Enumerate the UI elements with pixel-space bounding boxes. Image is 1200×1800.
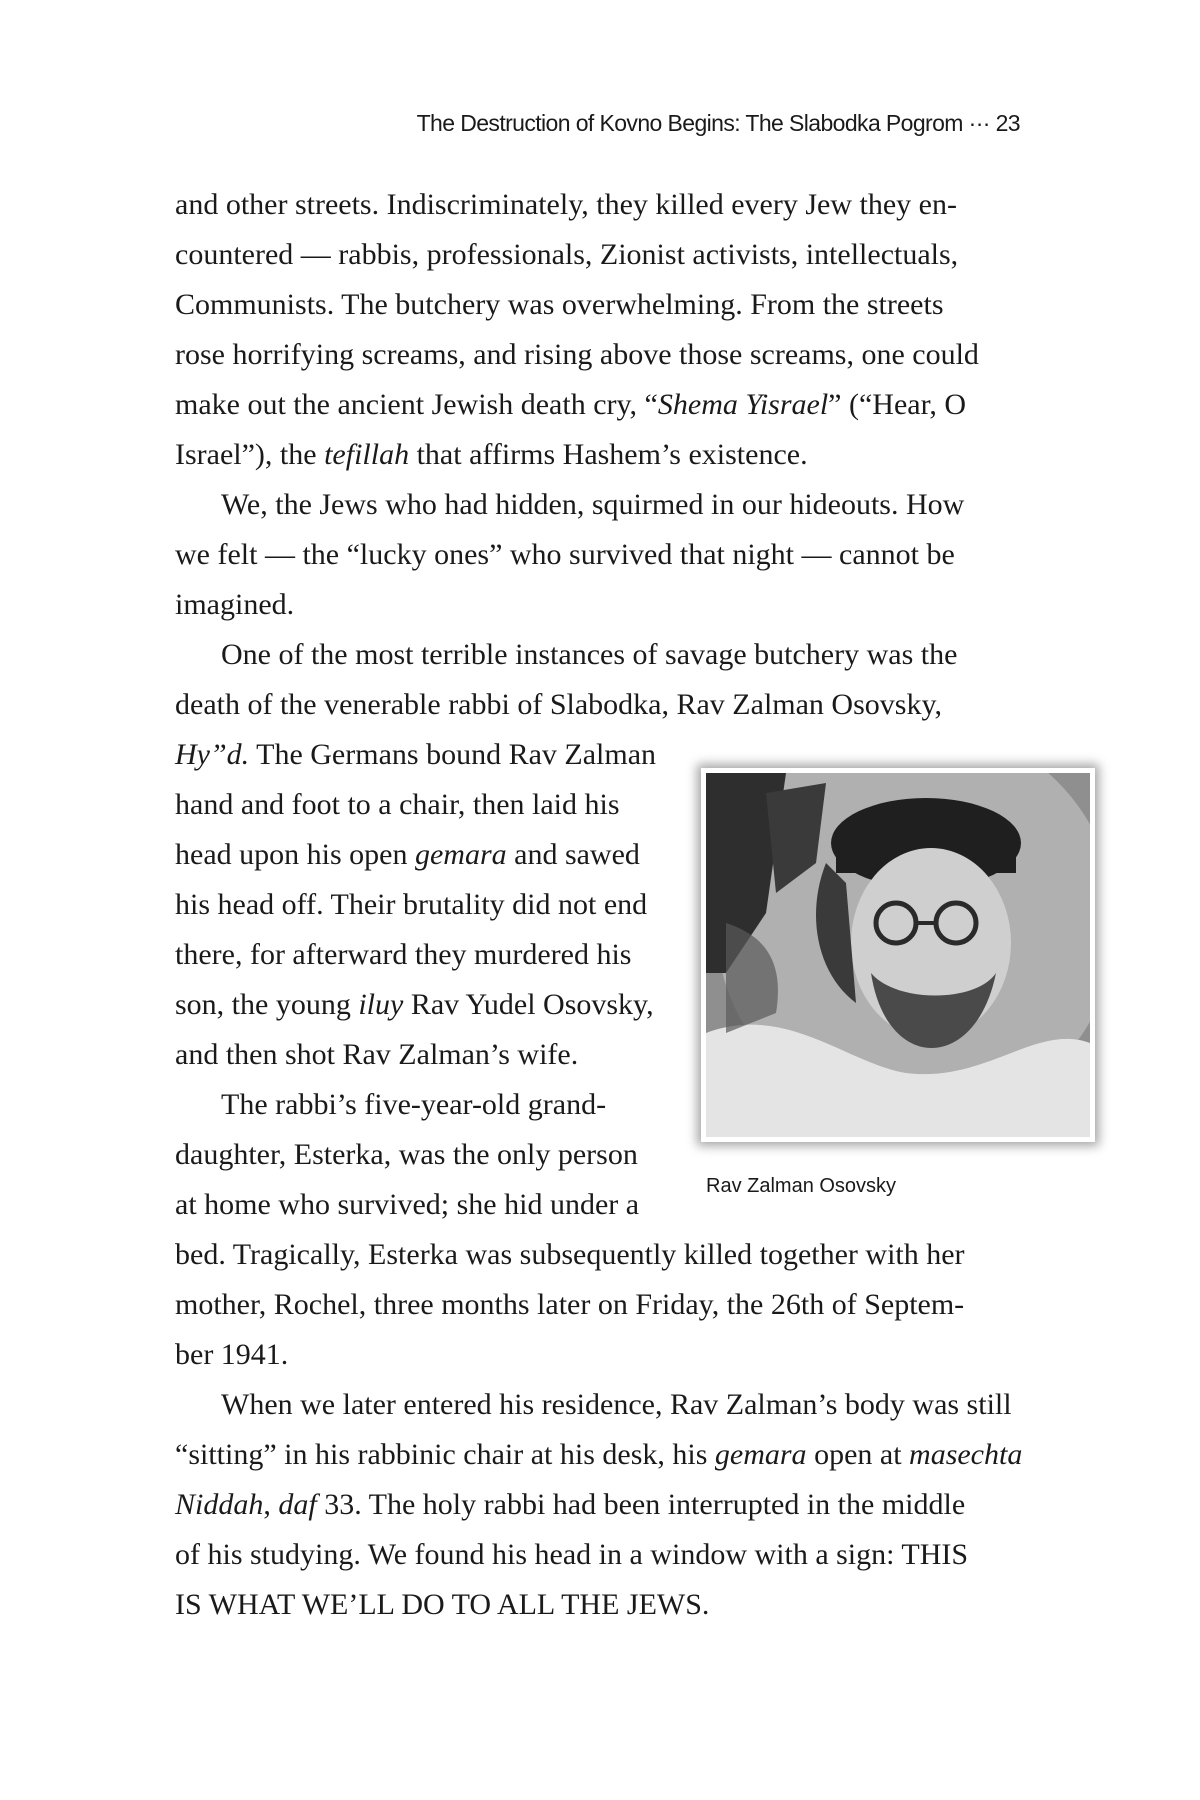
text-line: his head off. Their brutality did not end	[175, 888, 648, 921]
paragraph-start: One of the most terrible instances of savage butchery was the	[221, 638, 958, 671]
text-line: Hy”d. The Germans bound Rav Zalman	[175, 738, 657, 771]
text-line: rose horrifying screams, and rising above those screams, one could	[175, 338, 979, 371]
text-line: and then shot Rav Zalman’s wife.	[175, 1038, 579, 1071]
text-line: at home who survived; she hid under a	[175, 1188, 640, 1221]
portrait-illustration	[706, 773, 1090, 1137]
text-line: imagined.	[175, 588, 295, 621]
paragraph-start: When we later entered his residence, Rav Zalman’s body was still	[221, 1388, 1012, 1421]
portrait-photo	[706, 773, 1090, 1137]
text-line: there, for afterward they murdered his	[175, 938, 632, 971]
photo-caption: Rav Zalman Osovsky	[706, 1175, 897, 1197]
text-line: son, the young iluy Rav Yudel Osovsky,	[175, 988, 654, 1021]
text-line: ber 1941.	[175, 1338, 289, 1371]
portrait-photo-frame	[701, 768, 1095, 1142]
text-line: death of the venerable rabbi of Slabodka, Rav Zalman Osovsky,	[175, 688, 942, 721]
text-line: head upon his open gemara and sawed	[175, 838, 640, 871]
text-line: Niddah, daf 33. The holy rabbi had been interrupted in the middle	[175, 1488, 966, 1521]
text-line: mother, Rochel, three months later on Friday, the 26th of Septem-	[175, 1288, 965, 1321]
text-line: daughter, Esterka, was the only person	[175, 1138, 638, 1171]
text-line: we felt — the “lucky ones” who survived that night — cannot be	[175, 538, 955, 571]
text-line: make out the ancient Jewish death cry, “Shema Yisrael” (“Hear, O	[175, 388, 967, 421]
text-line: Communists. The butchery was overwhelming. From the streets	[175, 288, 944, 321]
text-line: and other streets. Indiscriminately, they killed every Jew they en-	[175, 188, 957, 221]
text-line: of his studying. We found his head in a window with a sign: THIS	[175, 1538, 969, 1571]
text-line: Israel”), the tefillah that affirms Hashem’s existence.	[175, 438, 808, 471]
text-line: hand and foot to a chair, then laid his	[175, 788, 620, 821]
text-line: countered — rabbis, professionals, Zionist activists, intellectuals,	[175, 238, 959, 271]
running-header: The Destruction of Kovno Begins: The Slabodka Pogrom ··· 23	[416, 110, 1020, 136]
paragraph-start: We, the Jews who had hidden, squirmed in our hideouts. How	[221, 488, 965, 521]
text-line: bed. Tragically, Esterka was subsequently killed together with her	[175, 1238, 965, 1271]
text-line: “sitting” in his rabbinic chair at his desk, his gemara open at masechta	[175, 1438, 1023, 1471]
text-line: IS WHAT WE’LL DO TO ALL THE JEWS.	[175, 1588, 710, 1621]
paragraph-start: The rabbi’s five-year-old grand-	[221, 1088, 607, 1121]
